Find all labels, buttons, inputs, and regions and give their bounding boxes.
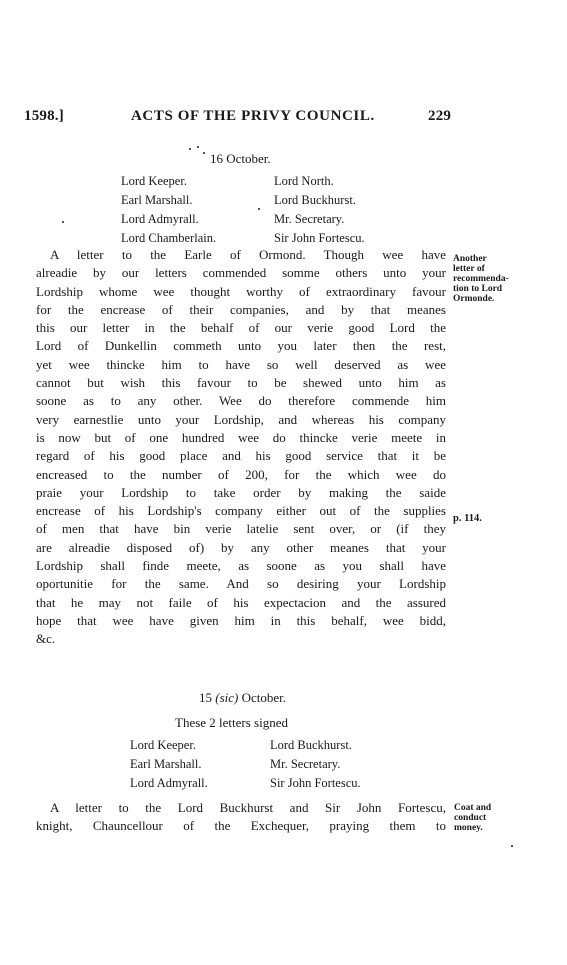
text-line: are alreadie disposed of) by any other meanes that your bbox=[36, 539, 446, 555]
attendees-left-column bbox=[130, 736, 208, 793]
margin-note-line: conduct bbox=[454, 813, 487, 823]
text-line: praie your Lordship to take order by making the saide bbox=[36, 484, 446, 500]
attendee: Lord Keeper. bbox=[121, 174, 187, 188]
text-line: soone as to any other. Wee do therefore commende him bbox=[36, 393, 446, 409]
scan-speck bbox=[197, 146, 199, 148]
text-line: Lordship shall finde meete, as soone as you shall have bbox=[36, 558, 446, 574]
margin-note-line: money. bbox=[454, 823, 483, 833]
date-month: October. bbox=[241, 690, 287, 705]
attendee: Sir John Fortescu. bbox=[270, 776, 361, 790]
margin-note-ormonde bbox=[453, 254, 509, 304]
text-line: encrease of his Lordship's company either out of the supplies bbox=[36, 503, 446, 519]
text-line: encreased to the number of 200, for the which wee do bbox=[36, 466, 446, 482]
attendee: Earl Marshall. bbox=[121, 193, 193, 207]
attendee: Lord North. bbox=[274, 174, 334, 188]
attendee: Mr. Secretary. bbox=[270, 757, 341, 771]
margin-note-line: Coat and bbox=[454, 803, 492, 813]
sic-note: (sic) bbox=[215, 690, 239, 705]
text-line: cannot but wish this favour to be shewed unto him as bbox=[36, 375, 446, 391]
attendees-left-column bbox=[121, 172, 216, 248]
text-line: of men that have bin verie latelie sent over, or (if they bbox=[36, 521, 446, 537]
attendees-right-column bbox=[274, 172, 365, 248]
scan-speck bbox=[62, 221, 64, 223]
margin-note-line: recommenda- bbox=[453, 274, 509, 284]
text-line: oportunitie for the same. And so desiring your Lordship bbox=[36, 576, 446, 592]
meeting-date-sic bbox=[199, 690, 286, 706]
text-line: &c. bbox=[36, 631, 56, 647]
margin-note-line: letter of bbox=[453, 264, 485, 274]
attendee: Lord Admyrall. bbox=[121, 212, 199, 226]
meeting-date: 16 October. bbox=[210, 151, 271, 166]
attendee: Lord Keeper. bbox=[130, 738, 196, 752]
letter-buckhurst-body bbox=[36, 799, 446, 836]
text-line: knight, Chauncellour of the Exchequer, praying them to bbox=[36, 818, 446, 834]
scan-speck bbox=[258, 208, 260, 210]
text-line: that he may not faile of his expectacion and the assured bbox=[36, 594, 446, 610]
attendee: Lord Chamberlain. bbox=[121, 231, 217, 245]
scan-speck bbox=[203, 152, 205, 154]
attendee: Lord Admyrall. bbox=[130, 776, 208, 790]
margin-note-coat-conduct bbox=[454, 803, 491, 833]
text-line: Lord of Dunkellin commeth unto you later then the rest, bbox=[36, 338, 446, 354]
text-line: Lordship whome wee thought worthy of extraordinary favour bbox=[36, 283, 446, 299]
text-line: hope that wee have given him in this behalf, wee bidd, bbox=[36, 612, 446, 628]
text-line: this our letter in the behalf of our verie good Lord the bbox=[36, 320, 446, 336]
page-number: 229 bbox=[428, 108, 452, 124]
signed-note: These 2 letters signed bbox=[175, 715, 288, 730]
margin-note-line: Ormonde. bbox=[453, 294, 495, 304]
scan-speck bbox=[511, 845, 513, 847]
margin-note-line: tion to Lord bbox=[453, 284, 503, 294]
margin-note-line: Another bbox=[453, 254, 487, 264]
text-line: for the encrease of their companies, and by that meanes bbox=[36, 301, 446, 317]
scan-speck bbox=[189, 148, 191, 150]
attendee: Lord Buckhurst. bbox=[270, 738, 352, 752]
attendee: Mr. Secretary. bbox=[274, 212, 345, 226]
attendee: Lord Buckhurst. bbox=[274, 193, 356, 207]
page-reference: p. 114. bbox=[453, 513, 482, 524]
text-line: A letter to the Earle of Ormond. Though wee have bbox=[50, 247, 446, 262]
running-header-title: ACTS OF THE PRIVY COUNCIL. bbox=[131, 108, 375, 124]
text-line: very earnestlie unto your Lordship, and whereas his company bbox=[36, 411, 446, 427]
attendee: Earl Marshall. bbox=[130, 757, 202, 771]
running-header-year: 1598.] bbox=[24, 108, 64, 124]
letter-ormond-body bbox=[36, 246, 446, 649]
text-line: yet wee thincke him to have so well deserved as wee bbox=[36, 356, 446, 372]
text-line: is now but of one hundred wee do thincke verie meete in bbox=[36, 429, 446, 445]
text-line: alreadie by our letters commended somme others unto your bbox=[36, 265, 446, 281]
date-number: 15 bbox=[199, 690, 212, 705]
text-line: A letter to the Lord Buckhurst and Sir John Fortescu, bbox=[50, 800, 446, 815]
text-line: regard of his good place and his good service that it be bbox=[36, 448, 446, 464]
attendee: Sir John Fortescu. bbox=[274, 231, 365, 245]
attendees-right-column bbox=[270, 736, 361, 793]
